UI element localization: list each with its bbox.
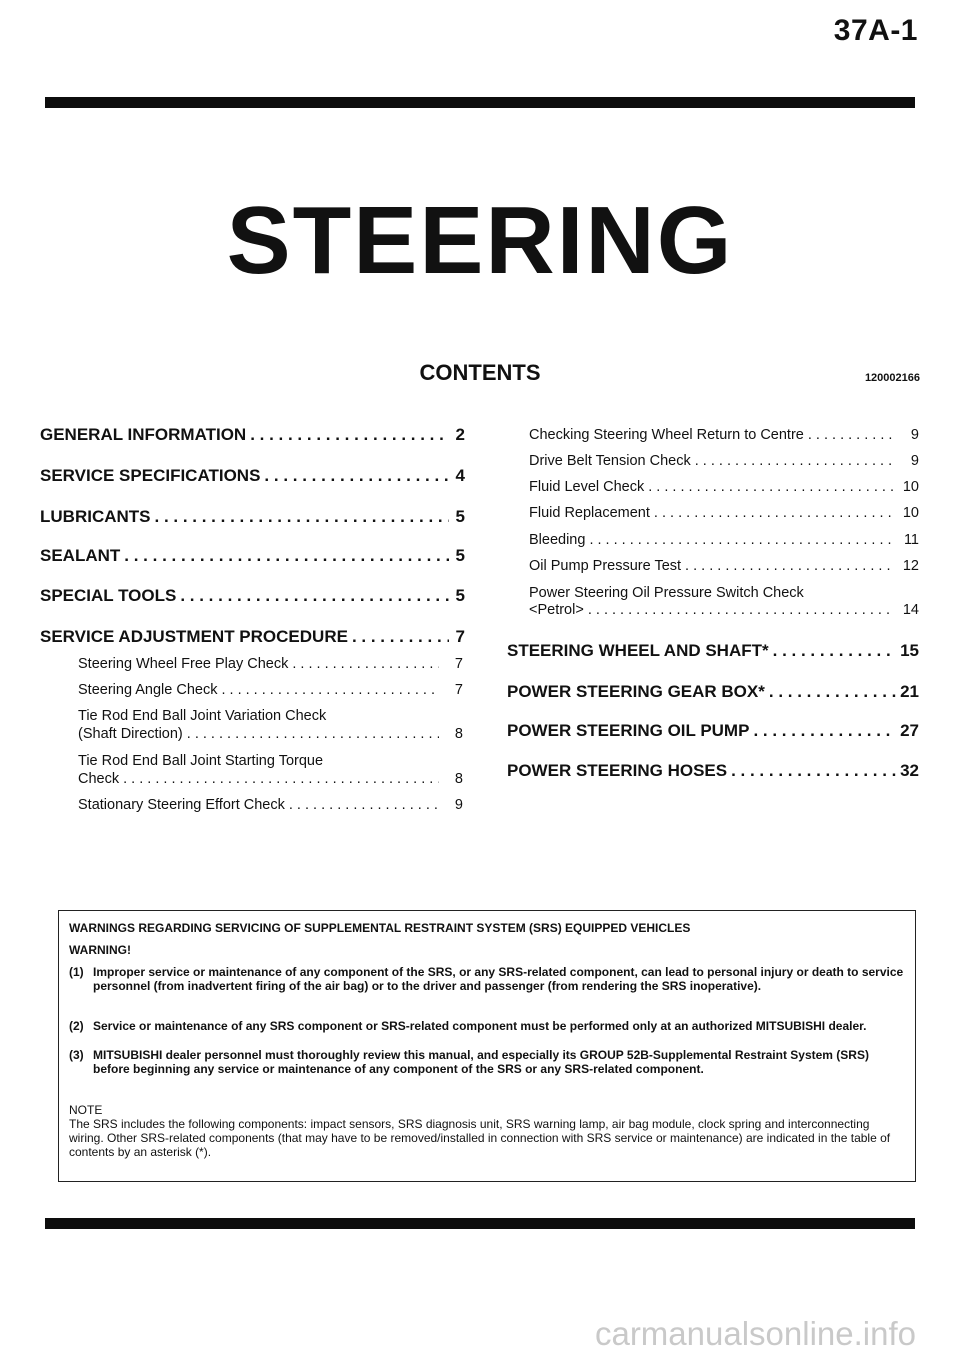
warning-item-2 <box>69 1019 905 1033</box>
toc-steering-wheel-and-shaft[interactable] <box>507 641 919 661</box>
toc-leader <box>648 479 895 495</box>
toc-bleeding[interactable] <box>529 532 919 548</box>
toc-label: Check <box>78 771 120 787</box>
toc-label: Drive Belt Tension Check <box>529 453 691 469</box>
toc-label: Checking Steering Wheel Return to Centre <box>529 427 804 443</box>
toc-page: 27 <box>900 721 919 740</box>
toc-label: Fluid Replacement <box>529 505 650 521</box>
toc-leader <box>731 761 896 781</box>
srs-warning-box <box>58 910 916 1182</box>
toc-leader <box>685 558 895 574</box>
toc-label: (Shaft Direction) <box>78 726 183 742</box>
toc-leader <box>589 532 895 548</box>
toc-fluid-replacement[interactable] <box>529 505 919 521</box>
toc-page: 7 <box>455 627 465 646</box>
warning-item-1 <box>69 965 905 993</box>
toc-lubricants[interactable] <box>40 507 465 527</box>
toc-page: 32 <box>900 761 919 780</box>
toc-leader <box>292 656 439 672</box>
toc-label: Bleeding <box>529 532 586 548</box>
toc-label: POWER STEERING HOSES <box>507 761 728 780</box>
toc-fluid-level-check[interactable] <box>529 479 919 495</box>
top-rule <box>45 97 915 108</box>
warning-item-number: (1) <box>69 965 84 979</box>
toc-leader <box>808 427 895 443</box>
toc-tie-rod-variation-check[interactable] <box>78 726 463 742</box>
toc-stationary-steering-effort-check[interactable] <box>78 797 463 813</box>
warning-heading: WARNINGS REGARDING SERVICING OF SUPPLEMENTAL RESTRAINT SYSTEM (SRS) EQUIPPED VEHICLES <box>69 921 691 935</box>
toc-leader <box>123 771 439 787</box>
bottom-rule <box>45 1218 915 1229</box>
toc-label: Steering Angle Check <box>78 682 218 698</box>
toc-leader <box>124 546 449 566</box>
toc-page: 5 <box>455 507 465 526</box>
toc-label: <Petrol> <box>529 602 584 618</box>
toc-page: 10 <box>902 479 919 495</box>
toc-leader <box>264 466 449 486</box>
toc-page: 9 <box>910 453 919 469</box>
page-number: 37A-1 <box>833 14 918 47</box>
toc-page: 2 <box>455 425 465 444</box>
toc-sealant[interactable] <box>40 546 465 566</box>
toc-page: 8 <box>454 771 463 787</box>
toc-label: SPECIAL TOOLS <box>40 586 177 605</box>
toc-general-information[interactable] <box>40 425 465 445</box>
toc-leader <box>221 682 439 698</box>
warning-label: WARNING! <box>69 943 131 957</box>
toc-pressure-switch-check[interactable] <box>529 602 919 618</box>
toc-page: 12 <box>902 558 919 574</box>
toc-page: 5 <box>455 546 465 565</box>
toc-tie-rod-torque-line1[interactable]: Tie Rod End Ball Joint Starting Torque <box>78 753 324 769</box>
toc-leader <box>588 602 895 618</box>
toc-power-steering-hoses[interactable] <box>507 761 919 781</box>
toc-label: SERVICE SPECIFICATIONS <box>40 466 261 485</box>
toc-page: 9 <box>454 797 463 813</box>
toc-page: 21 <box>900 682 919 701</box>
toc-power-steering-oil-pump[interactable] <box>507 721 919 741</box>
warning-item-number: (3) <box>69 1048 84 1062</box>
toc-leader <box>695 453 895 469</box>
toc-service-specifications[interactable] <box>40 466 465 486</box>
toc-page: 15 <box>900 641 919 660</box>
warning-item-text: Improper service or maintenance of any component of the SRS, or any SRS-related component, can lead to personal injury or death to service personnel (from inadvertent firing of the air bag) or to the driver and passenger (from rendering the SRS inoperative). <box>93 965 904 993</box>
toc-label: Oil Pump Pressure Test <box>529 558 682 574</box>
toc-page: 10 <box>902 505 919 521</box>
toc-page: 11 <box>903 532 919 548</box>
toc-label: Steering Wheel Free Play Check <box>78 656 289 672</box>
toc-drive-belt-tension-check[interactable] <box>529 453 919 469</box>
toc-label: GENERAL INFORMATION <box>40 425 247 444</box>
toc-page: 7 <box>454 682 463 698</box>
toc-steering-angle-check[interactable] <box>78 682 463 698</box>
toc-label: STEERING WHEEL AND SHAFT* <box>507 641 769 660</box>
toc-page: 7 <box>454 656 463 672</box>
watermark: carmanualsonline.info <box>594 1315 916 1352</box>
contents-heading: CONTENTS <box>419 360 541 385</box>
toc-leader <box>187 726 439 742</box>
toc-leader <box>155 507 450 527</box>
toc-pressure-switch-line1[interactable]: Power Steering Oil Pressure Switch Check <box>529 585 804 601</box>
warning-item-number: (2) <box>69 1019 84 1033</box>
page-title: STEERING <box>226 187 734 294</box>
toc-leader <box>289 797 439 813</box>
toc-special-tools[interactable] <box>40 586 465 606</box>
toc-label: LUBRICANTS <box>40 507 151 526</box>
toc-leader <box>769 682 896 702</box>
toc-page: 9 <box>910 427 919 443</box>
warning-item-3 <box>69 1048 905 1076</box>
toc-label: SEALANT <box>40 546 121 565</box>
toc-oil-pump-pressure-test[interactable] <box>529 558 919 574</box>
toc-service-adjustment-procedure[interactable] <box>40 627 465 647</box>
toc-label: POWER STEERING OIL PUMP <box>507 721 750 740</box>
toc-page: 14 <box>902 602 919 618</box>
toc-leader <box>250 425 449 445</box>
toc-label: Fluid Level Check <box>529 479 645 495</box>
toc-tie-rod-variation-line1[interactable]: Tie Rod End Ball Joint Variation Check <box>78 708 327 724</box>
toc-tie-rod-torque-check[interactable] <box>78 771 463 787</box>
toc-page: 5 <box>455 586 465 605</box>
toc-leader <box>180 586 449 606</box>
toc-power-steering-gear-box[interactable] <box>507 682 919 702</box>
toc-steering-wheel-free-play-check[interactable] <box>78 656 463 672</box>
toc-label: Stationary Steering Effort Check <box>78 797 285 813</box>
toc-leader <box>773 641 896 661</box>
toc-page: 8 <box>454 726 463 742</box>
toc-label: POWER STEERING GEAR BOX* <box>507 682 765 701</box>
toc-page: 4 <box>455 466 465 485</box>
note-label: NOTE <box>69 1103 103 1117</box>
note-text: The SRS includes the following components: impact sensors, SRS diagnosis unit, SRS warning lamp, air bag module, clock spring and interconnecting wiring. Other SRS-related components (that may have to be removed/installed in connection with SRS service or maintenance) are indicated in the table of contents by an asterisk (*). <box>69 1117 891 1159</box>
toc-steering-wheel-return-check[interactable] <box>529 427 919 443</box>
toc-leader <box>352 627 449 647</box>
warning-item-text: MITSUBISHI dealer personnel must thoroughly review this manual, and especially its GROUP 52B-Supplemental Restraint System (SRS) before beginning any service or maintenance of any component of the SRS or any SRS-related component. <box>93 1048 869 1076</box>
toc-leader <box>753 721 896 741</box>
document-code: 120002166 <box>864 372 920 384</box>
toc-label: SERVICE ADJUSTMENT PROCEDURE <box>40 627 348 646</box>
toc-leader <box>654 505 895 521</box>
warning-item-text: Service or maintenance of any SRS component or SRS-related component must be performed only at an authorized MITSUBISHI dealer. <box>93 1019 867 1033</box>
